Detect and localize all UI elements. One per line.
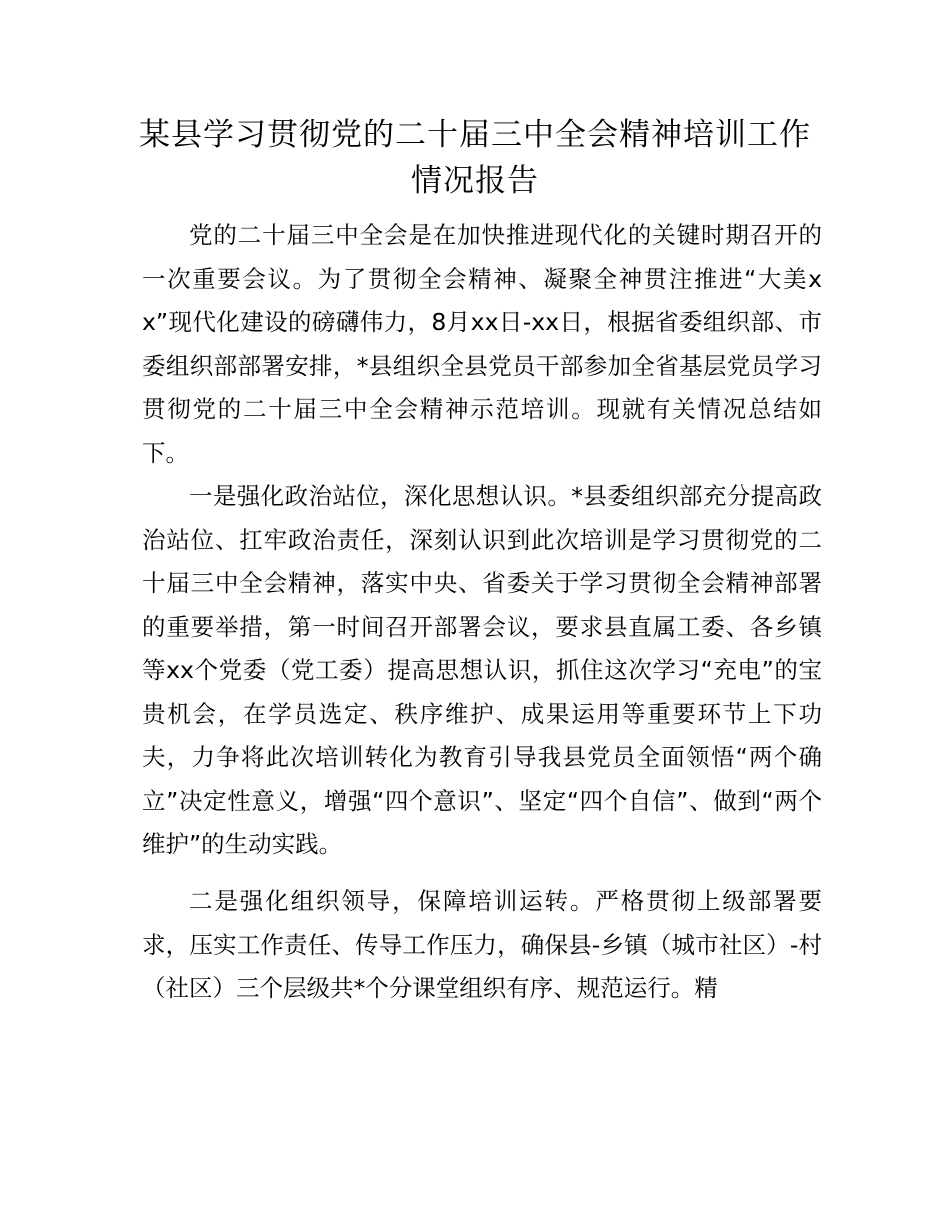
paragraph-organization: 二是强化组织领导，保障培训运转。严格贯彻上级部署要求，压实工作责任、传导工作压力，确保县-乡镇（城市社区）-村（社区）三个层级共*个分课堂组织有序、规范运行。精 xyxy=(142,887,822,1002)
document-title: 某县学习贯彻党的二十届三中全会精神培训工作情况报告 xyxy=(139,117,811,199)
paragraph-political-stance: 一是强化政治站位，深化思想认识。*县委组织部充分提高政治站位、扛牢政治责任，深刻认识到此次培训是学习贯彻党的二十届三中全会精神，落实中央、省委关于学习贯彻全会精神部署的重要举措，第一时间召开部署会议，要求县直属工委、各乡镇等xx个党委（党工委）提高思想认识，抓住这次学习“充电”的宝贵机会，在学员选定、秩序维护、成果运用等重要环节上下功夫，力争将此次培训转化为教育引导我县党员全面领悟“两个确立”决定性意义，增强“四个意识”、坚定“四个自信”、做到“两个维护”的生动实践。 xyxy=(142,482,822,858)
paragraph-intro: 党的二十届三中全会是在加快推进现代化的关键时期召开的一次重要会议。为了贯彻全会精神、凝聚全神贯注推进“大美xx”现代化建设的磅礴伟力，8月xx日-xx日，根据省委组织部、市委组织部部署安排，*县组织全县党员干部参加全省基层党员学习贯彻党的二十届三中全会精神示范培训。现就有关情况总结如下。 xyxy=(142,221,822,467)
